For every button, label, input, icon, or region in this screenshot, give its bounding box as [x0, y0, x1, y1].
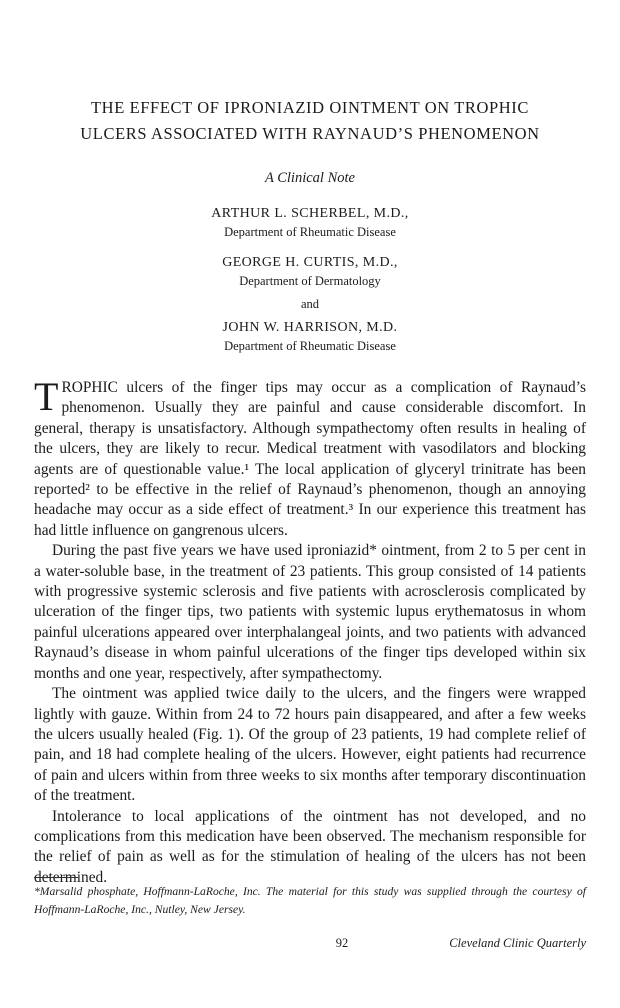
author-block — [120, 318, 500, 355]
drop-cap: T — [34, 374, 59, 419]
title-line-1: THE EFFECT OF IPRONIAZID OINTMENT ON TROPHIC — [91, 98, 529, 117]
article-title — [40, 95, 580, 147]
author-department: Department of Rheumatic Disease — [224, 225, 396, 239]
body-paragraph: During the past five years we have used iproniazid* ointment, from 2 to 5 per cent in a water-soluble base, in the treatment of 23 patients. This group consisted of 14 patients with progressive systemic sclerosis and five patients with acrosclerosis complicated by ulceration of the finger tips, two patients with systemic lupus erythematosus in whom painful ulcerations appeared over interphalangeal joints, and two patients with advanced Raynaud’s disease in whom painful ulcerations of the finger tips developed within six months and one year, respectively, after sympathectomy. — [34, 542, 586, 682]
author-conjunction: and — [300, 297, 320, 311]
author-name: GEORGE H. CURTIS, M.D., — [222, 255, 398, 270]
footnote: *Marsalid phosphate, Hoffmann-LaRoche, Inc. The material for this study was supplied through the courtesy of Hoffmann-LaRoche, Inc., Nutley, New Jersey. — [34, 885, 586, 916]
article-subtitle: A Clinical Note — [265, 170, 355, 186]
author-department: Department of Dermatology — [239, 274, 381, 288]
author-name: JOHN W. HARRISON, M.D. — [222, 320, 398, 335]
page-number: 92 — [335, 936, 349, 950]
body-paragraph: Intolerance to local applications of the ointment has not developed, and no complications from this medication have been observed. The mechanism responsible for the relief of pain as well as for the stimulation of healing of the ulcers has not been determined. — [34, 807, 586, 886]
author-block — [120, 204, 500, 241]
title-line-2: ULCERS ASSOCIATED WITH RAYNAUD’S PHENOMENON — [80, 124, 540, 143]
author-name: ARTHUR L. SCHERBEL, M.D., — [211, 206, 409, 221]
journal-name: Cleveland Clinic Quarterly — [449, 936, 586, 950]
body-paragraph — [34, 374, 586, 541]
author-list — [120, 204, 500, 367]
footnote-divider — [34, 877, 78, 878]
paragraph-text: ROPHIC ulcers of the finger tips may occur as a complication of Raynaud’s phenomenon. Usually they are painful and cause considerable discomfort. In general, therapy is unsatisfactory. Although sympathectomy often results in healing of the ulcers, they are likely to recur. Medical treatment with vasodilators and blocking agents are of questionable value.¹ The local application of glyceryl trinitrate has been reported² to be effective in the relief of Raynaud’s phenomenon, though an annoying headache may occur as a side effect of treatment.³ In our experience this treatment has had little influence on gangrenous ulcers. — [34, 379, 586, 539]
article-body — [34, 374, 586, 888]
body-paragraph: The ointment was applied twice daily to the ulcers, and the fingers were wrapped lightly with gauze. Within from 24 to 72 hours pain disappeared, and after a few weeks the ulcers usually healed (Fig. 1). Of the group of 23 patients, 19 had complete relief of pain, and 18 had complete healing of the ulcers. However, eight patients had recurrence of pain and ulcers within from three weeks to six months after temporary discontinuation of the treatment. — [34, 685, 586, 805]
author-department: Department of Rheumatic Disease — [224, 339, 396, 353]
author-block — [120, 253, 500, 290]
